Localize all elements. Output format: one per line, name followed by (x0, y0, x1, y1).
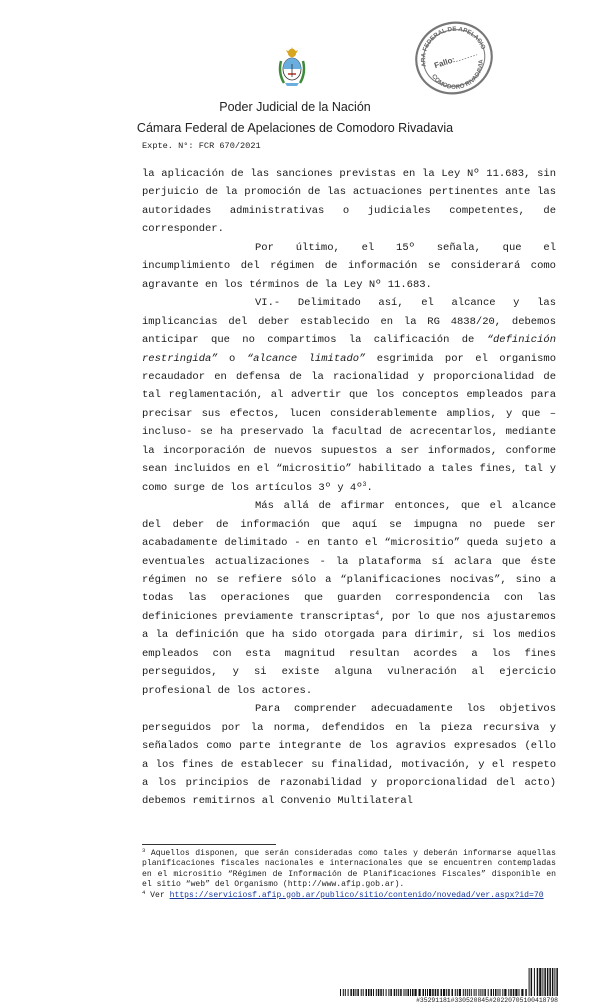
barcode-bar (455, 989, 456, 996)
barcode-bar (378, 989, 380, 996)
barcode-bar (443, 989, 445, 996)
barcode-bar (340, 989, 341, 996)
barcode-bar (448, 989, 450, 996)
barcode-bar (353, 989, 355, 996)
barcode-bar (343, 989, 344, 996)
barcode (340, 968, 558, 996)
barcode-bar (534, 968, 535, 996)
barcode-bar (474, 989, 475, 996)
barcode-bar (348, 989, 349, 996)
paragraph-1: la aplicación de las sanciones previstas en la Ley Nº 11.683, sin perjuicio de la promoción de las actuaciones pertinentes ante las autoridades administrativas o judiciales competentes, de corresponder. (142, 168, 556, 236)
barcode-bar (371, 989, 373, 996)
barcode-bar (363, 989, 364, 996)
barcode-bar (376, 989, 377, 996)
court-title: Cámara Federal de Apelaciones de Comodoro Rivadavia (136, 121, 454, 135)
barcode-bar (355, 989, 356, 996)
barcode-bar (484, 989, 486, 996)
barcode-bar (361, 989, 362, 996)
barcode-bar (386, 989, 387, 996)
barcode-bar (495, 989, 497, 996)
barcode-bar (471, 989, 472, 996)
svg-text:COMODORO RIVADAVIA: COMODORO RIVADAVIA (430, 59, 485, 91)
barcode-bar (380, 989, 382, 996)
barcode-bar (437, 989, 439, 996)
document-body (142, 165, 556, 811)
barcode-bar (435, 989, 437, 996)
barcode-bar (469, 989, 470, 996)
barcode-bar (357, 989, 359, 996)
barcode-bar (394, 989, 396, 996)
afip-link[interactable]: https://serviciosf.afip.gob.ar/publico/sitio/contenido/novedad/ver.aspx?id=70 (169, 890, 544, 900)
barcode-bar (544, 968, 546, 996)
barcode-bar (408, 989, 410, 996)
barcode-bar (419, 989, 421, 996)
barcode-bar (427, 989, 428, 996)
footnote-3: $^3$ Aquellos disponen, que serán consideradas como tales y deberán informarse aquellas planificaciones fiscales nacionales e internacionales que se encuentren contempladas en el micrositio “Régimen de Información de Planificaciones Fiscales” disponible en el sitio “web” del Organismo (http://www.afip.gob.ar). (142, 847, 556, 890)
barcode-bar (515, 989, 517, 996)
footnote-ref-3[interactable]: 3 (362, 480, 367, 488)
institution-title: Poder Judicial de la Nación (219, 100, 371, 114)
barcode-bar (388, 989, 389, 996)
barcode-bar (529, 968, 530, 996)
barcode-bar (521, 989, 523, 996)
barcode-bar (366, 989, 368, 996)
barcode-bar (542, 968, 543, 996)
barcode-bar (429, 989, 431, 996)
barcode-bar (446, 989, 447, 996)
barcode-bar (373, 989, 374, 996)
coat-of-arms-icon (274, 47, 310, 89)
barcode-bar (513, 989, 515, 996)
barcode-bar (519, 989, 520, 996)
barcode-bar (480, 989, 481, 996)
barcode-bar (423, 989, 425, 996)
barcode-bar (510, 989, 512, 996)
barcode-bar (350, 989, 352, 996)
barcode-bar (556, 968, 558, 996)
seal-fallo-label: Fallo: (433, 55, 457, 71)
footnotes (142, 849, 556, 901)
barcode-bar (531, 968, 533, 996)
svg-text:CÁMARA FEDERAL DE APELACIONES: CÁMARA FEDERAL DE APELACIONES (420, 25, 487, 68)
barcode-bar (396, 989, 397, 996)
barcode-bar (476, 989, 477, 996)
footnote-divider (142, 844, 276, 845)
barcode-bar (491, 989, 493, 996)
barcode-bar (406, 989, 407, 996)
barcode-bar (459, 989, 461, 996)
court-seal-stamp (411, 20, 497, 96)
footnote-ref-4[interactable]: 4 (375, 609, 380, 617)
barcode-bar (467, 989, 468, 996)
paragraph-3: VI.- Delimitado así, el alcance y las implicancias del deber establecido en la RG 4838/20, debemos anticipar que no compartimos la calificación de “definición restringida” o “alcance limitado” esgrimida por el organismo recaudador en defensa de la racionalidad y proporcionalidad de tal reglamentación, al advertir que los conceptos empleados para precisar sus efectos, lucen considerablemente amplios, y que –incluso- se ha preservado la facultad de acrecentarlos, mediante la incorporación de nuevos supuestos a ser informados, conforme sean incluidos en el “micrositio” habilitado a tales fines, tal y como surge de los artículos 3º y 4º$^3$. (142, 297, 557, 494)
barcode-bar (488, 989, 489, 996)
barcode-bar (525, 989, 527, 996)
barcode-bar (539, 968, 541, 996)
barcode-bar (498, 989, 499, 996)
barcode-bar (410, 989, 411, 996)
paragraph-2: Por último, el 15º señala, que el incumplimiento del régimen de información se considerará como agravante en los términos de la Ley Nº 11.683. (142, 241, 556, 291)
barcode-bar (368, 989, 370, 996)
barcode-bar (457, 989, 458, 996)
barcode-bar (425, 989, 426, 996)
barcode-bar (415, 989, 417, 996)
barcode-bar (554, 968, 555, 996)
barcode-bar (432, 989, 434, 996)
barcode-bar (398, 989, 399, 996)
barcode-bar (452, 989, 454, 996)
barcode-bar (404, 989, 405, 996)
barcode-bar (390, 989, 392, 996)
paragraph-5: Para comprender adecuadamente los objetivos perseguidos por la norma, defendidos en la pieza recursiva y señalados como parte integrante de los agravios expresados (ello a los fines de establecer su finalidad, motivación, y el respeto a los principios de razonabilidad y proporcionalidad del acto) debemos remitirnos al Convenio Multilateral (142, 703, 556, 808)
barcode-bar (508, 989, 509, 996)
barcode-bar (463, 989, 464, 996)
barcode-bar (552, 968, 554, 996)
footnote-4: $^4$ Ver https://serviciosf.afip.gob.ar/publico/sitio/contenido/novedad/ver.aspx?id=70 (142, 888, 544, 900)
barcode-bar (412, 989, 414, 996)
barcode-bar (547, 968, 549, 996)
barcode-bar (441, 989, 443, 996)
case-number: Expte. N°: FCR 670/2021 (142, 141, 261, 151)
barcode-bar (478, 989, 479, 996)
barcode-bar (345, 989, 346, 996)
barcode-bar (482, 989, 483, 996)
barcode-bar (500, 989, 501, 996)
barcode-bar (504, 989, 506, 996)
paragraph-4: Más allá de afirmar entonces, que el alcance del deber de información que aquí se impugna no puede ser acabadamente delimitado - en tanto el “micrositio” queda sujeto a eventuales actualizaciones - la plataforma sí aclara que éste régimen no se refiere sólo a “planificaciones nocivas”, sino a todas las operaciones que guarden correspondencia con las definiciones previamente transcriptas$^4$, por lo que nos ajustaremos a la definición que ha sido otorgada para dirimir, si los medios empleados con esta magnitud resultan acordes a los fines perseguidos, y si existe alguna vulneración al ejercicio profesional de los actores. (142, 500, 557, 697)
barcode-bar (465, 989, 466, 996)
barcode-bar (549, 968, 551, 996)
barcode-bar (537, 968, 539, 996)
barcode-bar (493, 989, 494, 996)
barcode-bar (400, 989, 402, 996)
barcode-number: #35291181#330520845#20220705100418798 (416, 997, 558, 1004)
barcode-bar (502, 989, 503, 996)
barcode-bar (383, 989, 384, 996)
